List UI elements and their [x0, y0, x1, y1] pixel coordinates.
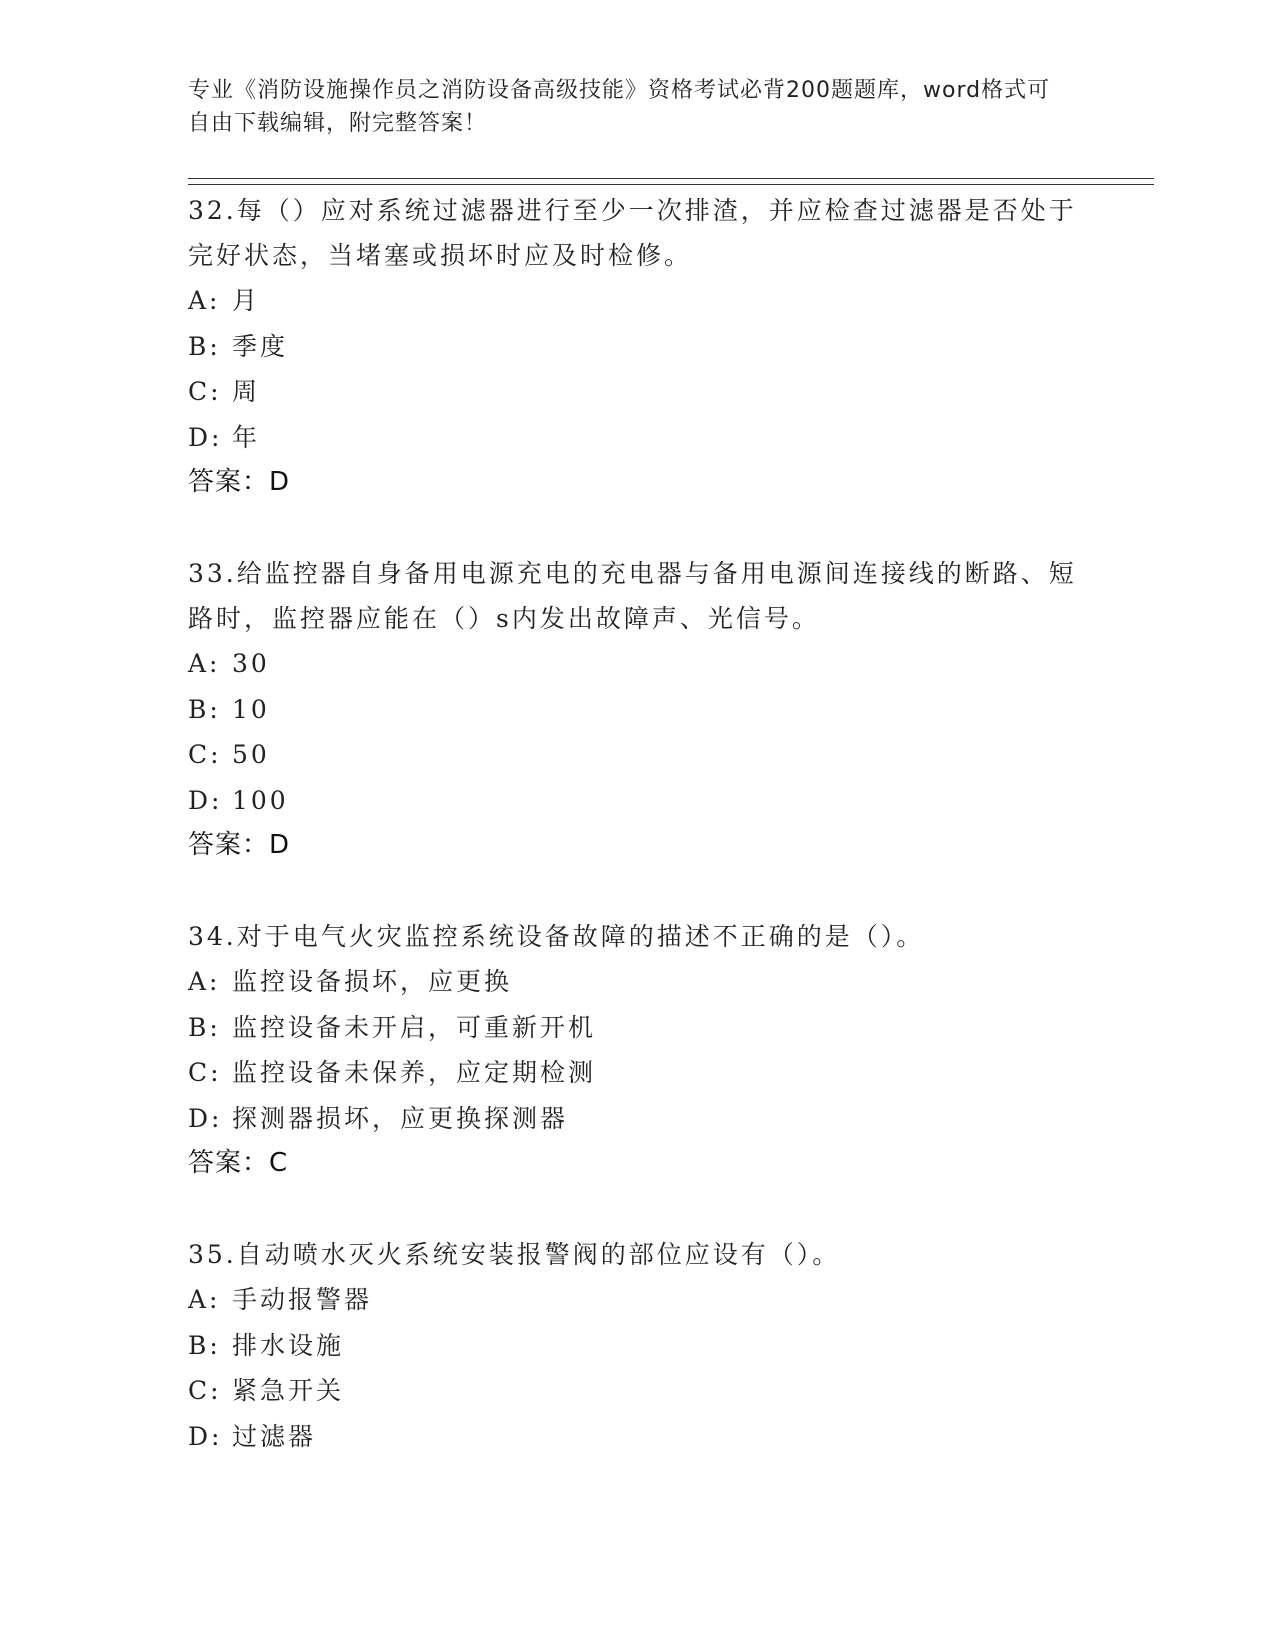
option-key: D: — [188, 422, 223, 452]
question-stem: 34.对于电气火灾监控系统设备故障的描述不正确的是（）。 — [188, 922, 925, 951]
header-divider-bottom — [188, 184, 1154, 185]
option-b — [188, 324, 1088, 370]
option-text: 手动报警器 — [232, 1285, 373, 1314]
option-d — [188, 1096, 1088, 1142]
option-d — [188, 1414, 1088, 1460]
option-key: A: — [188, 967, 221, 996]
option-text: 监控设备未开启，可重新开机 — [232, 1012, 597, 1042]
option-key: C: — [188, 1058, 222, 1087]
option-key: D: — [188, 1421, 223, 1451]
question-35 — [188, 1232, 1088, 1459]
option-text: 监控设备损坏，应更换 — [232, 967, 513, 996]
option-d — [188, 778, 1088, 824]
option-text: 紧急开关 — [232, 1376, 345, 1405]
option-key: B: — [188, 1330, 221, 1360]
option-text: 探测器损坏，应更换探测器 — [232, 1103, 569, 1133]
option-a — [188, 278, 1088, 324]
option-text: 监控设备未保养，应定期检测 — [232, 1058, 597, 1087]
option-key: D: — [188, 785, 223, 815]
question-spacer — [188, 505, 1088, 551]
option-text: 季度 — [232, 331, 289, 361]
option-a — [188, 641, 1088, 687]
option-d — [188, 415, 1088, 461]
option-key: C: — [188, 740, 222, 769]
option-key: A: — [188, 1285, 221, 1314]
option-a — [188, 959, 1088, 1005]
option-key: C: — [188, 377, 222, 406]
question-34 — [188, 914, 1088, 1186]
option-key: C: — [188, 1376, 222, 1405]
option-c — [188, 369, 1088, 415]
option-b — [188, 1323, 1088, 1369]
option-text: 月 — [232, 286, 261, 315]
question-stem: 35.自动喷水灭火系统安装报警阀的部位应设有（）。 — [188, 1240, 841, 1269]
option-a — [188, 1277, 1088, 1323]
option-text: 100 — [232, 785, 289, 815]
option-c — [188, 732, 1088, 778]
option-text: 周 — [232, 377, 261, 406]
answer-line: 答案：D — [188, 830, 291, 860]
option-c — [188, 1368, 1088, 1414]
option-key: B: — [188, 694, 221, 724]
option-text: 50 — [232, 740, 270, 769]
question-33 — [188, 551, 1088, 868]
option-key: A: — [188, 286, 221, 315]
header-divider-top — [188, 178, 1154, 179]
option-text: 年 — [232, 422, 261, 452]
option-text: 30 — [232, 649, 270, 678]
question-spacer — [188, 868, 1088, 914]
option-key: B: — [188, 331, 221, 361]
option-b — [188, 1005, 1088, 1051]
option-key: D: — [188, 1103, 223, 1133]
document-intro: 专业《消防设施操作员之消防设备高级技能》资格考试必背200题题库，word格式可自由下载编辑，附完整答案！ — [188, 78, 1051, 136]
question-spacer — [188, 1186, 1088, 1232]
option-b — [188, 687, 1088, 733]
question-list — [188, 188, 1088, 1459]
option-key: A: — [188, 649, 221, 678]
question-stem: 32.每（）应对系统过滤器进行至少一次排渣，并应检查过滤器是否处于完好状态，当堵塞或损坏时应及时检修。 — [188, 196, 1077, 270]
option-c — [188, 1050, 1088, 1096]
option-text: 排水设施 — [232, 1330, 345, 1360]
answer-line: 答案：C — [188, 1148, 289, 1178]
option-text: 过滤器 — [232, 1421, 317, 1451]
option-key: B: — [188, 1012, 221, 1042]
answer-line: 答案：D — [188, 467, 291, 497]
question-32 — [188, 188, 1088, 505]
option-text: 10 — [232, 694, 270, 724]
question-stem: 33.给监控器自身备用电源充电的充电器与备用电源间连接线的断路、短路时，监控器应能在（）s内发出故障声、光信号。 — [188, 559, 1077, 633]
